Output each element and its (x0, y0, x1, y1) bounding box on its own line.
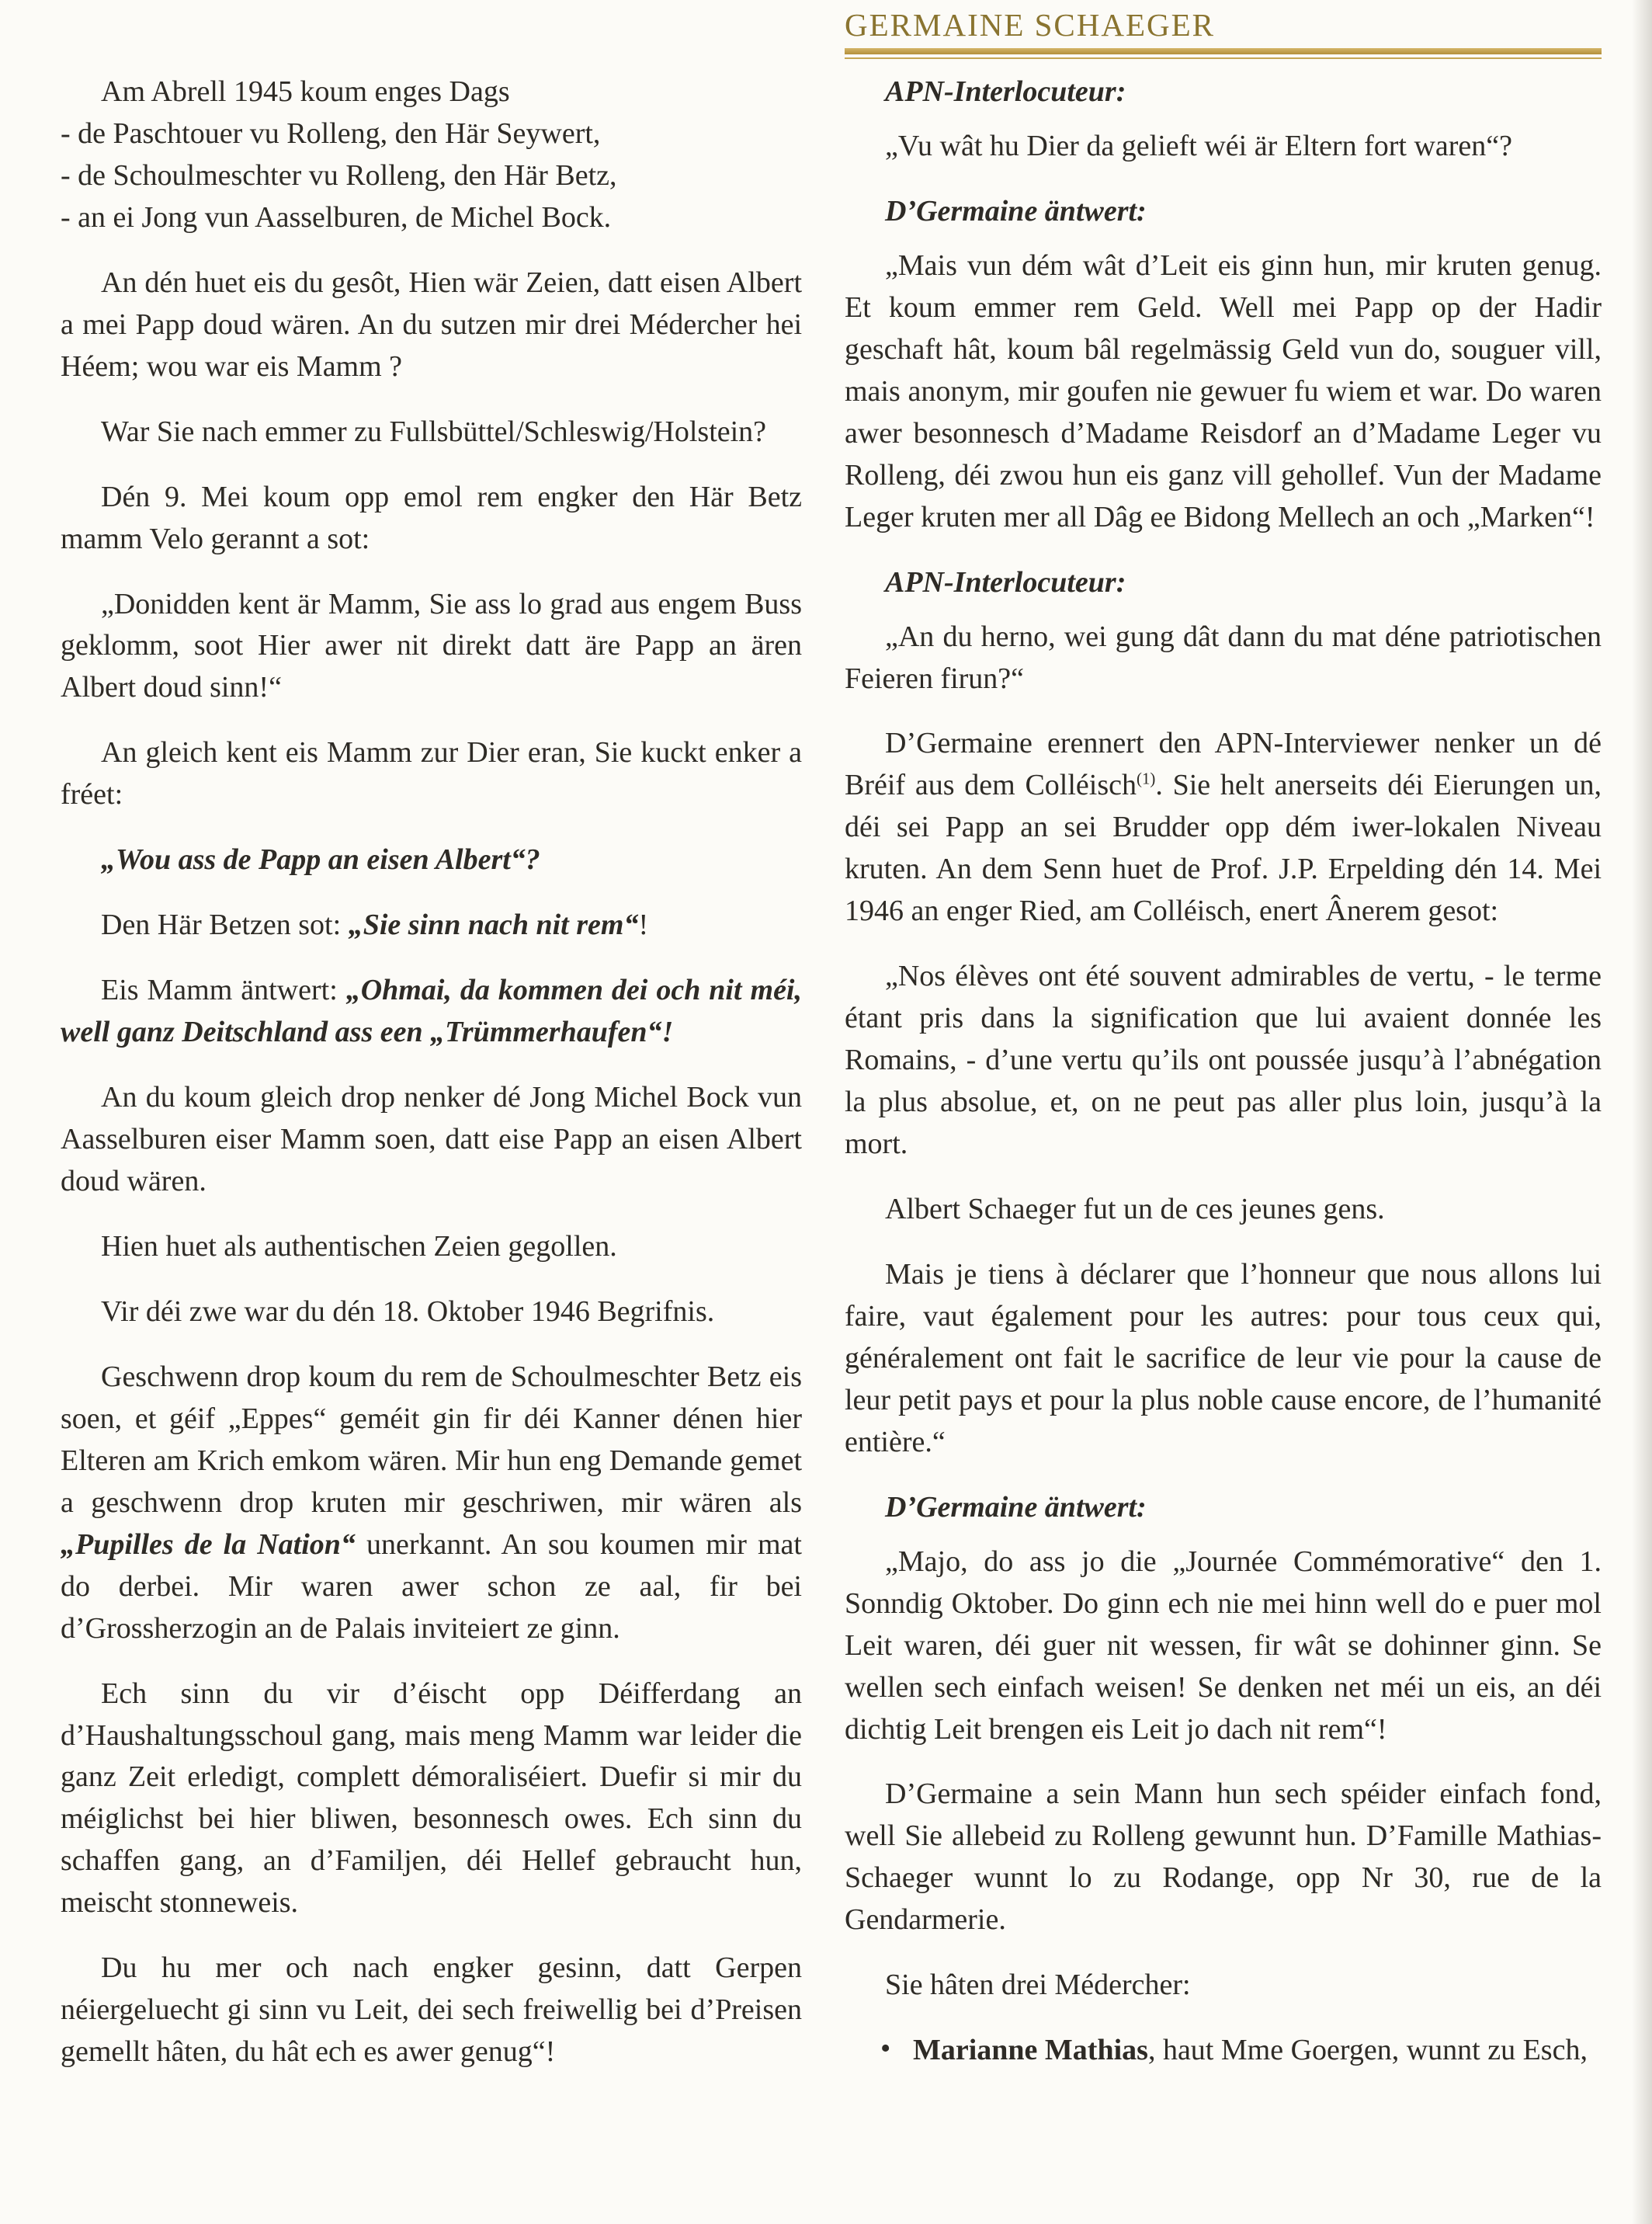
paragraph-question-feieren: „An du herno, wei gung dât dann du mat déne patriotischen Feieren firun?“ (845, 620, 1602, 695)
paragraph-mais-je-tiens: Mais je tiens à déclarer que l’honneur que nous allons lui faire, vaut également pour les autres: pour tous ceux qui, généralement ont fait le sacrifice de leur vie pour la cause de leur petit pays et pour la plus noble cause encore, de l’humanité entière.“ (845, 1257, 1602, 1458)
paragraph-zeien: Hien huet als authentischen Zeien gegollen. (101, 1229, 617, 1263)
paragraph-witness-told: An dén huet eis du gesôt, Hien wär Zeien, datt eisen Albert a mei Papp doud wären. An du sutzen mir drei Médercher hei Héem; wou war eis Mamm ? (61, 266, 802, 383)
heading-apn-interlocuteur-2: APN-Interlocuteur: (885, 565, 1126, 599)
list-item-boy: - an ei Jong vun Aasselburen, de Michel Bock. (61, 200, 612, 234)
page-title: GERMAINE SCHAEGER (845, 7, 1216, 43)
paragraph-michel-bock: An du koum gleich drop nenker dé Jong Michel Bock vun Aasselburen eiser Mamm soen, datt eise Papp an eisen Albert doud wären. (61, 1081, 802, 1198)
header-rule-thick (845, 48, 1602, 54)
paragraph-mamm-antwert (61, 970, 802, 1054)
text-segment: . Sie helt anerseits déi Eierungen un, déi sei Papp an sei Brudder opp dém iwer-lokalen Niveau kruten. An dem Senn huet de Prof. J.P. Erpelding dén 14. Mei 1946 an enger Ried, am Colléisch, enert Ânerem gesot: (845, 769, 1602, 928)
paragraph-pupilles (61, 1357, 802, 1650)
paragraph-betzen-sot (61, 905, 802, 947)
heading-germaine-antwert-2: D’Germaine äntwert: (885, 1490, 1147, 1524)
text-segment: ! (638, 909, 649, 942)
paragraph-question-eltern: „Vu wât hu Dier da gelieft wéi är Eltern fort waren“? (885, 130, 1513, 163)
list-item-priest: - de Paschtouer vu Rolleng, den Här Seywert, (61, 116, 601, 150)
list-item-teacher: - de Schoulmeschter vu Rolleng, den Här Betz, (61, 158, 617, 192)
person-name: Marianne Mathias (913, 2034, 1148, 2067)
quote-segment: „Ohmai, da kommen dei och nit méi, well ganz Deitschland ass een „Trümmerhaufen“! (61, 974, 802, 1049)
paragraph-albert-schaeger: Albert Schaeger fut un de ces jeunes gens. (885, 1193, 1385, 1226)
text-segment: Eis Mamm äntwert: (101, 974, 346, 1007)
paragraph-quote-donidden: „Donidden kent är Mamm, Sie ass lo grad aus engem Buss geklomm, soot Hier awer nit direkt datt äre Papp an ären Albert doud sinn!“ (61, 587, 802, 704)
intro-block (61, 71, 802, 239)
text-segment: D’Germaine erennert den APN-Interviewer nenker un dé Bréif aus dem Colléisch (845, 727, 1602, 802)
text-segment: Den Här Betzen sot: (101, 909, 349, 942)
text-segment: unerkannt. An sou koumen mir mat do derbei. Mir waren awer schon ze aal, fir bei d’Grossherzogin an de Palais inviteiert ze ginn. (61, 1527, 802, 1645)
paragraph-haushaltungsschoul: Ech sinn du vir d’éischt opp Déifferdang an d’Haushaltungsschoul gang, mais meng Mamm war leider die ganz Zeit erledigt, complett démoraliséiert. Duefir si mir du méiglichst bei hier bliwen, besonnesch owes. Ech sinn du schaffen gang, an d’Familjen, déi Hellef gebraucht hun, meischt stonneweis. (61, 1677, 802, 1920)
text-segment: , haut Mme Goergen, wunnt zu Esch, (1147, 2034, 1588, 2067)
footnote-marker: (1) (1136, 769, 1156, 788)
paragraph-colleisch (845, 723, 1602, 933)
paragraph-nos-eleves: „Nos élèves ont été souvent admirables de vertu, - le terme étant pris dans la signification que lui avaient donnée les Romains, - d’une vertu qu’ils ont poussée jusqu’à l’abnégation la plus absolue, et, on ne peut pas aller plus loin, jusqu’à la mort. (845, 960, 1602, 1161)
heading-germaine-antwert-1: D’Germaine äntwert: (885, 195, 1147, 228)
right-column (845, 8, 1602, 2224)
page-header (845, 8, 1602, 59)
paragraph-begrifnis: Vir déi zwe war du dén 18. Oktober 1946 Begrifnis. (101, 1294, 715, 1328)
quote-segment: „Pupilles de la Nation“ (61, 1527, 356, 1561)
paragraph-rodange: D’Germaine a sein Mann hun sech spéider einfach fond, well Sie allebeid zu Rolleng gewunnt hun. D’Famille Mathias-Schaeger wunnt lo zu Rodange, opp Nr 30, rue de la Gendarmerie. (845, 1777, 1602, 1937)
paragraph-fullsbuttel: War Sie nach emmer zu Fullsbüttel/Schleswig/​Holstein? (101, 415, 767, 448)
paragraph-gerpen: Du hu mer och nach engker gesinn, datt Gerpen néiergeluecht gi sinn vu Leit, dei sech freiwellig bei d’Preisen gemellt hâten, du hât ech es awer genug“! (61, 1951, 802, 2069)
paragraph-quote-wou-ass: „Wou ass de Papp an eisen Albert“? (101, 843, 540, 877)
paragraph-geld: „Mais vun dém wât d’Leit eis ginn hun, mir kruten genug. Et koum emmer rem Geld. Well mei Papp op der Hadir geschaft hât, koum bâl regelmässig Geld vun do, souguer vill, mais anonym, mir goufen nie gewuer fu wiem et war. Do waren awer besonnesch d’Madame Reisdorf an d’Madame Leger vu Rolleng, déi zwou hun eis ganz vill gehollef. Vun der Madame Leger kruten mer all Dâg ee Bidong Mellech an och „Marken“! (845, 248, 1602, 533)
paragraph-majo: „Majo, do ass jo die „Journée Commémorative“ den 1. Sonndig Oktober. Do ginn ech nie mei hinn well do e puer mol Leit waren, déi guer nit wessen, fir wât se dohinner ginn. Se wellen sech einfach weisen! Se denken net méi un eis, an déi dichtig Leit brengen eis Leit jo dach nit rem“! (845, 1545, 1602, 1746)
paragraph-betz-bike: Dén 9. Mei koum opp emol rem engker den Här Betz mamm Velo gerannt a sot: (61, 480, 802, 555)
quote-segment: „Sie sinn nach nit rem“ (348, 909, 639, 942)
paragraph-medercher-intro: Sie hâten drei Médercher: (885, 1969, 1191, 2002)
left-column (61, 8, 802, 2224)
paragraph-mamm-door: An gleich kent eis Mamm zur Dier eran, Sie kuckt enker a fréet: (61, 736, 802, 811)
paragraph-intro: Am Abrell 1945 koum enges Dags (101, 75, 510, 108)
text-segment: Geschwenn drop koum du rem de Schoulmeschter Betz eis soen, et géif „Eppes“ geméit gin fir déi Kanner dénen hier Elteren am Krich emkom wären. Mir hun eng Demande gemet a geschwenn drop kruten mir geschriwen, mir wären als (61, 1360, 802, 1519)
heading-apn-interlocuteur-1: APN-Interlocuteur: (885, 75, 1126, 109)
header-rule-thin (845, 57, 1602, 59)
list-item-marianne (845, 2030, 1602, 2072)
bullet-icon: • (880, 2032, 891, 2066)
